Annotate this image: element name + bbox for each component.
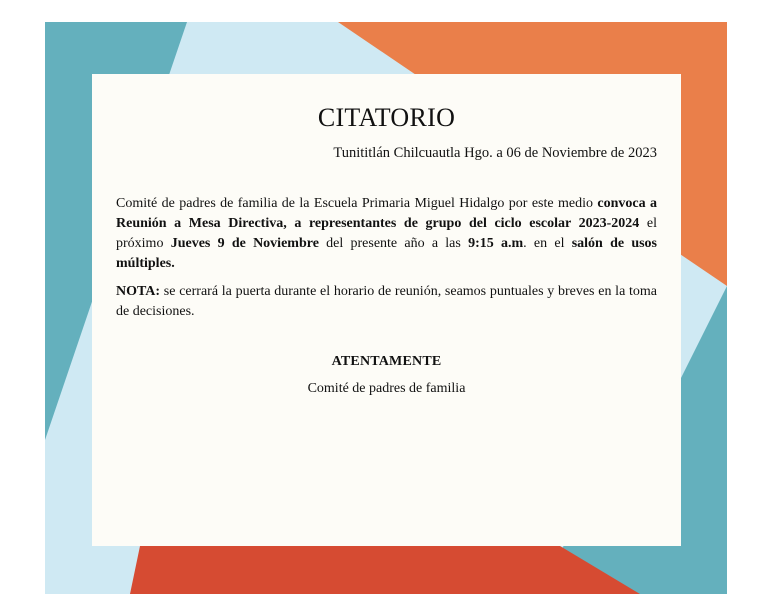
document-title: CITATORIO — [317, 103, 456, 132]
red-bottom-shape — [130, 546, 640, 594]
signature-line: Comité de padres de familia — [307, 381, 466, 396]
closing-salutation: ATENTAMENTE — [331, 354, 442, 369]
note-paragraph — [116, 282, 657, 322]
p1-text-4: . en el — [523, 236, 572, 251]
white-right-margin — [727, 0, 768, 594]
note-label: NOTA: — [116, 284, 161, 299]
convocation-paragraph — [116, 194, 657, 274]
date-line: Tunititlán Chilcuautla Hgo. a 06 de Noviembre de 2023 — [333, 145, 657, 161]
white-left-margin — [0, 0, 45, 594]
white-top-margin — [0, 0, 768, 22]
citatorio-card — [92, 74, 681, 546]
p1-text-1: Comité de padres de familia de la Escuela Primaria Miguel Hidalgo por este medio — [116, 196, 598, 211]
p1-text-3: del presente año a las — [318, 236, 469, 251]
p1-bold-1: convoca a Reunión a Mesa Directiva, a representantes de grupo del ciclo escolar 2023-2024 — [116, 196, 657, 231]
p1-bold-4: salón de usos múltiples. — [116, 236, 658, 271]
p1-bold-3: 9:15 a.m — [468, 236, 524, 251]
p1-text-2: el próximo — [116, 216, 657, 251]
note-text: se cerrará la puerta durante el horario de reunión, seamos puntuales y breves en la toma de decisiones. — [116, 284, 657, 319]
p1-bold-2: Jueves 9 de Noviembre — [170, 236, 319, 251]
